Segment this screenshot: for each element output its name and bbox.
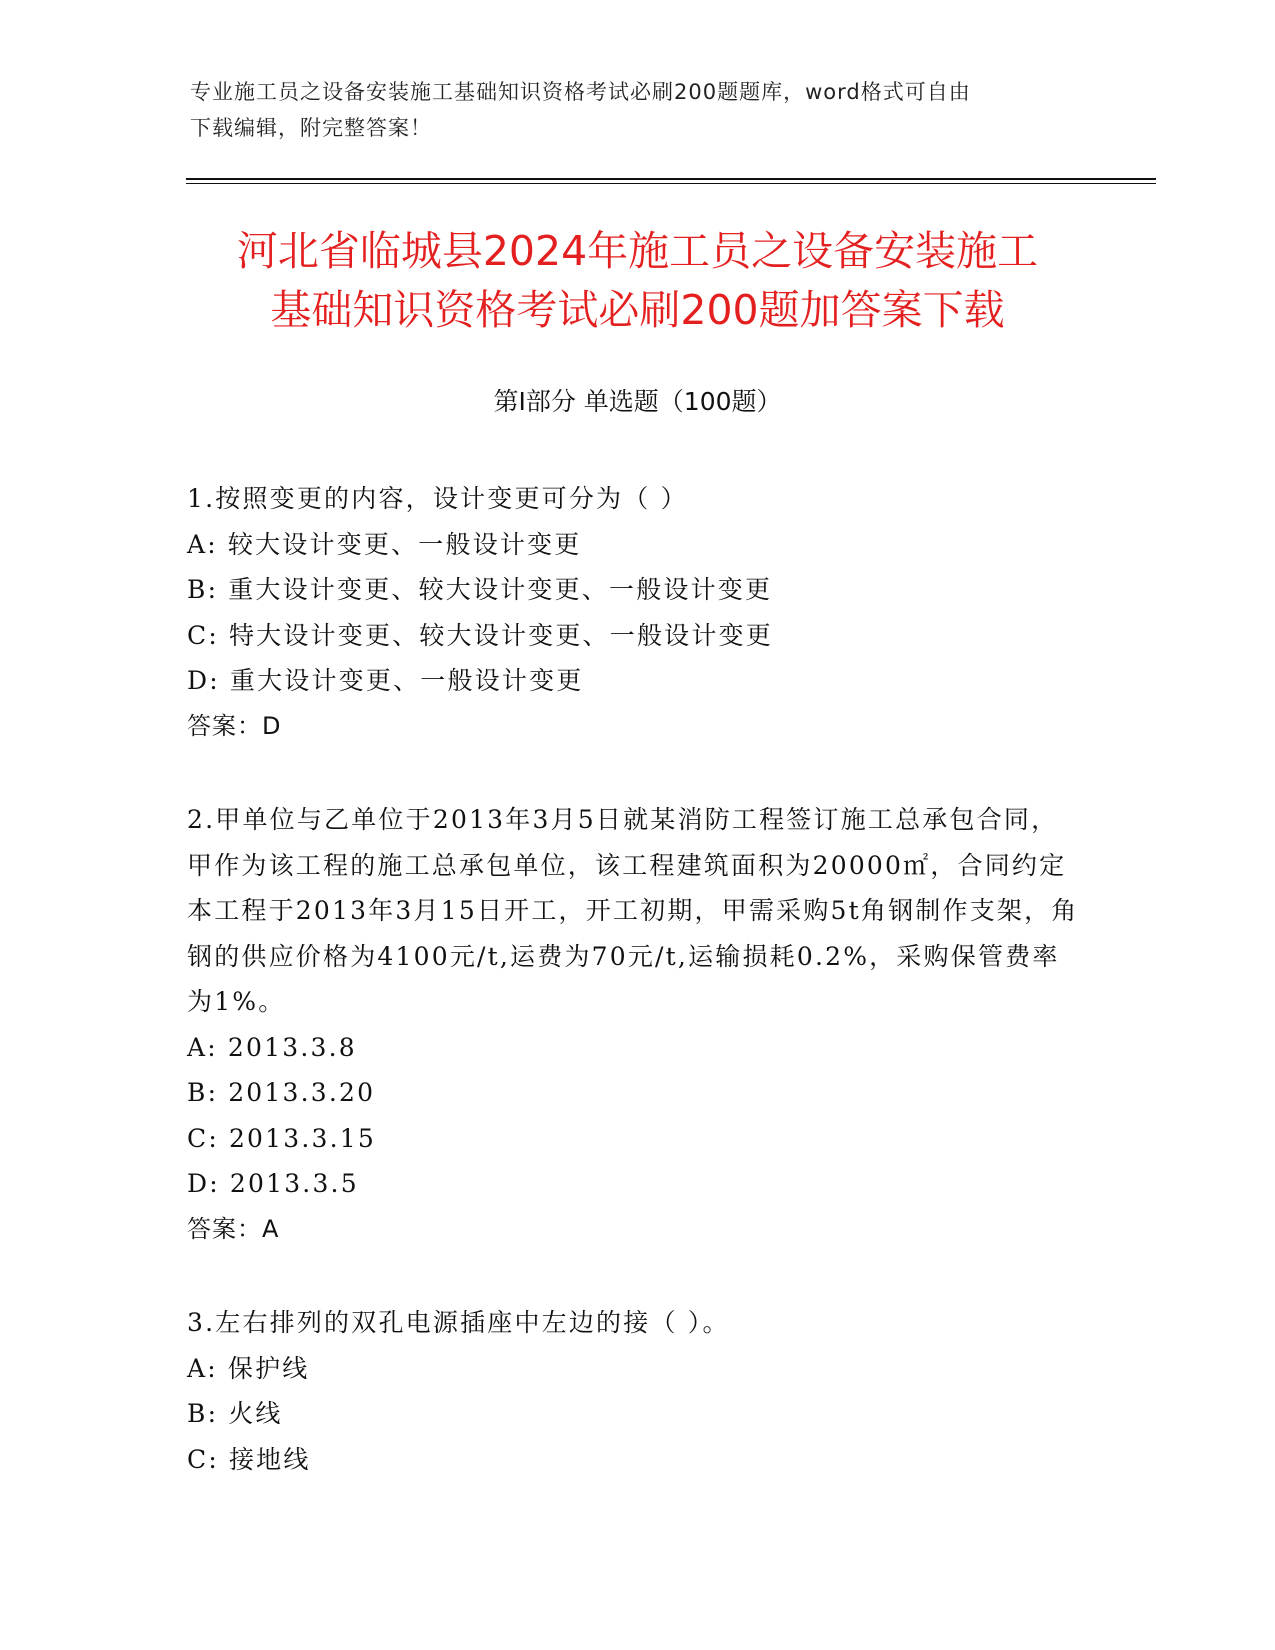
option-key: C: <box>187 1123 219 1153</box>
option-b <box>187 1391 1082 1437</box>
question-text: 2.甲单位与乙单位于2013年3月5日就某消防工程签订施工总承包合同，甲作为该工程的施工总承包单位，该工程建筑面积为20000㎡，合同约定本工程于2013年3月15日开工，开工初期，甲需采购5t角钢制作支架，角钢的供应价格为4100元/t,运费为70元/t,运输损耗0.2%，采购保管费率为1%。 <box>187 805 1079 1016</box>
header-note-line1: 专业施工员之设备安装施工基础知识资格考试必刷200题题库，word格式可自由 <box>190 80 971 104</box>
header-divider-thin <box>186 183 1156 184</box>
option-key: B: <box>187 575 219 604</box>
section-heading: 第Ⅰ部分 单选题（100题） <box>493 387 782 416</box>
option-key: A: <box>187 1032 218 1062</box>
option-a <box>187 1346 1082 1392</box>
option-text: 重大设计变更、较大设计变更、一般设计变更 <box>228 575 773 604</box>
option-key: D: <box>187 666 220 695</box>
option-text: 2013.3.8 <box>227 1032 357 1062</box>
option-c <box>187 1437 1082 1483</box>
document-title-line2: 基础知识资格考试必刷200题加答案下载 <box>270 286 1005 334</box>
header-divider-thick <box>186 178 1156 180</box>
document-title-line1: 河北省临城县2024年施工员之设备安装施工 <box>236 227 1039 275</box>
option-c <box>187 1116 1082 1162</box>
header-note <box>190 74 1070 146</box>
option-b <box>187 567 1082 613</box>
question-list <box>187 476 1082 1482</box>
document-title <box>170 222 1105 340</box>
option-text: 2013.3.20 <box>228 1078 376 1107</box>
option-a <box>187 1025 1082 1071</box>
option-a <box>187 522 1082 568</box>
option-text: 重大设计变更、一般设计变更 <box>229 666 584 695</box>
question-1 <box>187 476 1082 749</box>
option-text: 火线 <box>228 1399 283 1428</box>
option-c <box>187 613 1082 659</box>
option-key: A: <box>187 1353 218 1383</box>
option-d <box>187 658 1082 704</box>
option-text: 保护线 <box>227 1353 310 1383</box>
question-text: 1.按照变更的内容，设计变更可分为（ ） <box>187 484 688 513</box>
question-3 <box>187 1300 1082 1482</box>
option-key: B: <box>187 1399 219 1428</box>
option-text: 接地线 <box>228 1444 311 1474</box>
option-text: 特大设计变更、较大设计变更、一般设计变更 <box>228 620 773 650</box>
option-key: C: <box>187 620 219 650</box>
option-text: 2013.3.5 <box>229 1169 359 1198</box>
option-text: 2013.3.15 <box>228 1123 376 1153</box>
question-2 <box>187 797 1082 1252</box>
option-text: 较大设计变更、一般设计变更 <box>227 529 582 559</box>
answer: 答案：D <box>187 711 282 740</box>
answer: 答案：A <box>187 1214 280 1243</box>
question-text: 3.左右排列的双孔电源插座中左边的接（ ）。 <box>187 1308 730 1337</box>
option-key: B: <box>187 1078 219 1107</box>
option-b <box>187 1070 1082 1116</box>
option-key: C: <box>187 1444 219 1474</box>
option-d <box>187 1161 1082 1207</box>
option-key: A: <box>187 529 218 559</box>
option-key: D: <box>187 1169 220 1198</box>
header-note-line2: 下载编辑，附完整答案！ <box>190 116 432 140</box>
